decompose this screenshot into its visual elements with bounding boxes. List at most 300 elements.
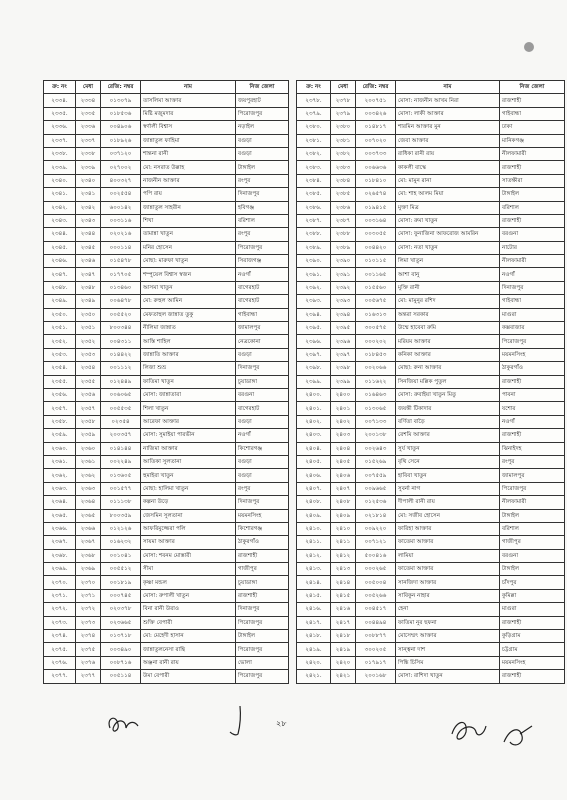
reg-no-cell: ০২৬৫৭৪ [356, 188, 396, 201]
merit-cell: ২৩৪৯ [76, 295, 101, 308]
name-cell: জান্নাতুলনেসা রান্থি [141, 643, 236, 656]
merit-cell: ২৪০৩ [331, 429, 356, 442]
district-cell: নওগাঁ [236, 268, 289, 281]
table-row [44, 335, 289, 348]
name-cell: মোসা: রুমা খাতুন [396, 214, 500, 227]
merit-cell: ২৩৫২ [76, 335, 101, 348]
merit-cell: ২৩৫৮ [76, 415, 101, 428]
reg-no-cell: ০১২৫৩৬ [356, 496, 396, 509]
reg-no-cell: ০১৫৫৬০ [356, 281, 396, 294]
district-cell: মাগুরা [500, 603, 565, 616]
table-row [297, 482, 565, 495]
reg-no-cell: ০০৫৫১২ [101, 563, 141, 576]
reg-no-cell: ২০০৭৫১ [356, 94, 396, 107]
reg-no-cell: ৩০০৫৭৫ [356, 322, 396, 335]
district-cell: রাজশাহী [500, 375, 565, 388]
serial-cell: ২৪১৪. [297, 576, 331, 589]
merit-cell: ২৩৮০ [331, 121, 356, 134]
merit-cell: ২৪১৯ [331, 643, 356, 656]
district-cell: গাইবান্ধা [236, 308, 289, 321]
table-row [297, 308, 565, 321]
merit-cell: ২৩৭১ [76, 589, 101, 602]
name-cell: মুক্তা মিত্র [396, 201, 500, 214]
reg-no-cell: ০০৫৬৭৫ [356, 295, 396, 308]
merit-cell: ২৪১৬ [331, 603, 356, 616]
reg-no-cell: ০২০২১৬ [101, 228, 141, 241]
name-cell: অন্তরা সরকার [396, 308, 500, 321]
name-cell: মোছা: হালিমা খাতুন [141, 482, 236, 495]
table-row [297, 388, 565, 401]
name-cell: মো: মেহেদী হাসান [141, 630, 236, 643]
district-cell: ভোলা [236, 656, 289, 669]
name-cell: মোসা: রুপালী খাতুন [141, 589, 236, 602]
table-row [297, 201, 565, 214]
name-cell: মোসা: লাকী আক্তার [396, 107, 500, 120]
table-row [44, 442, 289, 455]
district-cell: চুয়াডাঙ্গা [236, 576, 289, 589]
table-row [297, 589, 565, 602]
serial-cell: ২৪০১. [297, 402, 331, 415]
serial-cell: ২৩৬৫. [44, 509, 76, 522]
district-cell: বরিশাল [236, 214, 289, 227]
table-row [297, 469, 565, 482]
district-cell: রাজশাহী [236, 589, 289, 602]
name-cell: মোসেম্মৎ আক্তার [396, 630, 500, 643]
name-cell: আস্তি শাহিল [141, 335, 236, 348]
merit-cell: ২৪১১ [331, 536, 356, 549]
name-cell: মো: মামুন রানা [396, 174, 500, 187]
merit-cell: ২৪১২ [331, 549, 356, 562]
table-row [297, 335, 565, 348]
table-row [297, 188, 565, 201]
name-cell: মোছা: রুনা আক্তার [396, 362, 500, 375]
district-cell: রাজশাহী [500, 670, 565, 683]
district-cell: রংপুর [236, 482, 289, 495]
merit-cell: ২৩৫৫ [76, 375, 101, 388]
district-cell: নেত্রকোনা [236, 335, 289, 348]
name-cell: কাকলী বাস্কে [396, 161, 500, 174]
reg-no-cell: ০১৮৪১০ [356, 174, 396, 187]
reg-no-cell: ০০২৬৪৩ [356, 442, 396, 455]
merit-cell: ২৩৫৭ [76, 402, 101, 415]
merit-cell: ২৩৪৫ [76, 241, 101, 254]
merit-cell: ২৪০৬ [331, 469, 356, 482]
reg-no-cell: ০০৫৫২০ [101, 308, 141, 321]
district-cell: ঝিনাইদহ [500, 442, 565, 455]
table-row [44, 603, 289, 616]
serial-cell: ২৩৯৭. [297, 348, 331, 361]
district-cell: বরগুনা [500, 228, 565, 241]
name-cell: জেবা আক্তার [396, 134, 500, 147]
merit-cell: ২৩৩৮ [76, 147, 101, 160]
serial-cell: ২৩৯৪. [297, 308, 331, 321]
serial-cell: ২৩৮৭. [297, 214, 331, 227]
table-row [44, 295, 289, 308]
district-cell: গাইবান্ধা [500, 295, 565, 308]
table-row [297, 522, 565, 535]
reg-no-cell: ০১৬২৩২ [101, 536, 141, 549]
merit-cell: ২৩৪৩ [76, 214, 101, 227]
serial-cell: ২৩৭৯. [297, 107, 331, 120]
reg-no-cell: ০০২২৪৯ [101, 455, 141, 468]
district-cell: রংপুর [236, 174, 289, 187]
district-cell: পিরোজপুর [500, 482, 565, 495]
merit-cell: ২৩৫০ [76, 308, 101, 321]
serial-cell: ২৩৮০. [297, 121, 331, 134]
name-cell: সায়মা আক্তার [141, 536, 236, 549]
table-row [297, 322, 565, 335]
reg-no-cell: ০০৭১২১ [356, 536, 396, 549]
col-header-reg-no: রেজি: নম্বর [101, 81, 141, 94]
table-row [297, 362, 565, 375]
merit-cell: ২৩৫১ [76, 322, 101, 335]
reg-no-cell: ০১৭৭০৫ [101, 268, 141, 281]
serial-cell: ২৩৭১. [44, 589, 76, 602]
table-header-row [297, 81, 565, 94]
district-cell: গাজীপুর [236, 563, 289, 576]
name-cell: সান্ত্বনা দাশ [396, 643, 500, 656]
district-cell: নীলফামারী [500, 496, 565, 509]
reg-no-cell: ০০০৭৪৫ [101, 589, 141, 602]
name-cell: নীলিমা জান্নাত [141, 322, 236, 335]
merit-cell: ২৩৯০ [331, 255, 356, 268]
serial-cell: ২৪১৯. [297, 643, 331, 656]
merit-cell: ২৪১০ [331, 522, 356, 535]
district-cell: গাজীপুর [500, 536, 565, 549]
district-cell: দিনাজপুর [236, 362, 289, 375]
table-row [44, 255, 289, 268]
table-row [44, 509, 289, 522]
col-header-district: নিজ জেলা [236, 81, 289, 94]
reg-no-cell: ০১৩০৬৫ [356, 402, 396, 415]
serial-cell: ২৩৪৪. [44, 228, 76, 241]
table-row [297, 536, 565, 549]
district-cell: গাইবান্ধা [500, 107, 565, 120]
reg-no-cell: ৮০০৩৫৯ [101, 509, 141, 522]
table-row [297, 415, 565, 428]
serial-cell: ২৩৮৫. [297, 188, 331, 201]
name-cell: শারমিন আক্তার মুন [396, 121, 500, 134]
merit-cell: ২৩৪০ [76, 174, 101, 187]
name-cell: শুক্তি বেপারী [141, 616, 236, 629]
serial-cell: ২৩৪৭. [44, 268, 76, 281]
serial-cell: ২৩৫৫. [44, 375, 76, 388]
reg-no-cell: ০১৮৯২৬ [101, 134, 141, 147]
name-cell: মুক্তি রানী [396, 281, 500, 294]
reg-no-cell: ০০৭০২০ [356, 134, 396, 147]
table-row [44, 161, 289, 174]
name-cell: পিঙ্কি চিসিম [396, 656, 500, 669]
reg-no-cell: ০০৭১৩৩ [356, 415, 396, 428]
merit-cell: ২৪১৩ [331, 563, 356, 576]
name-cell: জান্নাতি আক্তার [141, 348, 236, 361]
name-cell: শিলা খাতুন [141, 402, 236, 415]
merit-cell: ২৩৮২ [331, 147, 356, 160]
reg-no-cell: ০০৬৬৩৬ [356, 161, 396, 174]
merit-cell: ২৩৬২ [76, 469, 101, 482]
district-cell: টাঙ্গাইল [500, 509, 565, 522]
district-cell: রংপুর [236, 228, 289, 241]
merit-cell: ২৩৫৩ [76, 348, 101, 361]
merit-cell: ২৪০৫ [331, 455, 356, 468]
table-row [297, 147, 565, 160]
serial-cell: ২৩৮৩. [297, 161, 331, 174]
district-cell: জয়পুরহাট [236, 94, 289, 107]
serial-cell: ২৪০৬. [297, 469, 331, 482]
reg-no-cell: ০১৬৩১৩ [356, 308, 396, 321]
serial-cell: ২৩৪০. [44, 174, 76, 187]
table-row [44, 670, 289, 683]
merit-cell: ২৩৪৪ [76, 228, 101, 241]
reg-no-cell: ০১০১১৫ [356, 255, 396, 268]
name-cell: ফাতিমা নুর ছফনা [396, 616, 500, 629]
table-row [44, 630, 289, 643]
merit-cell: ২৩৩৭ [76, 134, 101, 147]
district-cell: যশোর [500, 402, 565, 415]
serial-cell: ২৩৪১. [44, 188, 76, 201]
merit-cell: ২৩৬৭ [76, 536, 101, 549]
serial-cell: ২৩৫৩. [44, 348, 76, 361]
merit-cell: ২৩৮১ [331, 134, 356, 147]
merit-cell: ২৩৯৬ [331, 335, 356, 348]
merit-cell: ২৪০৪ [331, 442, 356, 455]
serial-cell: ২৩৮৬. [297, 201, 331, 214]
name-cell: মরিয়ম আক্তার [396, 335, 500, 348]
signature-initial [500, 722, 536, 752]
name-cell: ফাতেমা আক্তার [396, 563, 500, 576]
serial-cell: ২৩৫০. [44, 308, 76, 321]
serial-cell: ২৪১৫. [297, 589, 331, 602]
merit-cell: ২৩৭৭ [76, 670, 101, 683]
merit-cell: ২৩৬৬ [76, 522, 101, 535]
name-cell: উমা বেপারী [141, 670, 236, 683]
serial-cell: ২৩৭৩. [44, 616, 76, 629]
district-cell: নওগাঁ [500, 268, 565, 281]
serial-cell: ২৩৪৮. [44, 281, 76, 294]
reg-no-cell: ০০৫০০৪ [356, 576, 396, 589]
table-row [44, 522, 289, 535]
name-cell: হেনা [396, 603, 500, 616]
name-cell: মো: নসরাত উল্লাহ [141, 161, 236, 174]
serial-cell: ২৩৫৭. [44, 402, 76, 415]
col-header-merit: মেধা [331, 81, 356, 94]
table-row [44, 616, 289, 629]
district-cell: কুমিল্লা [500, 589, 565, 602]
district-cell: নীলফামারী [500, 147, 565, 160]
reg-no-cell: ৫০০৪১৬ [356, 549, 396, 562]
reg-no-cell: ০০৮৮৭৭ [356, 630, 396, 643]
serial-cell: ২৪০২. [297, 415, 331, 428]
merit-cell: ২৩৬৯ [76, 563, 101, 576]
serial-cell: ২৩৭৫. [44, 643, 76, 656]
name-cell: মোসা: ফুনাজিনা আফরোজ আমরিন [396, 228, 500, 241]
name-cell: মোসা: নাজনীন আখম নিরা [396, 94, 500, 107]
name-cell: মোসা: সুমাইয়া পারভীন [141, 429, 236, 442]
district-cell: টাঙ্গাইল [236, 630, 289, 643]
serial-cell: ২৪১৮. [297, 630, 331, 643]
reg-no-cell: ০১৩০৭৯ [101, 94, 141, 107]
district-cell: কিশোরগঞ্জ [236, 442, 289, 455]
serial-cell: ২৩৩৫. [44, 107, 76, 120]
merit-cell: ২৪০৭ [331, 482, 356, 495]
district-cell: টাঙ্গাইল [236, 161, 289, 174]
name-cell: সাবিকুন নাহার [396, 589, 500, 602]
serial-cell: ২৪১৬. [297, 603, 331, 616]
name-cell: হুমাইরা খাতুন [141, 469, 236, 482]
district-cell: পিরোজপুর [500, 335, 565, 348]
district-cell: পিরোজপুর [236, 670, 289, 683]
name-cell: সিনজিয়া মল্লিক পুতুল [396, 375, 500, 388]
name-cell: জান্নাতুল ফাহিমা [141, 134, 236, 147]
serial-cell: ২৩৩৬. [44, 121, 76, 134]
district-cell: দিনাজপুর [500, 281, 565, 294]
reg-no-cell: ০১৩৭১৮ [101, 630, 141, 643]
district-cell: নড়াইল [236, 121, 289, 134]
reg-no-cell: ০১১১৩৮ [101, 496, 141, 509]
merit-cell: ২৩৪৮ [76, 281, 101, 294]
table-row [44, 496, 289, 509]
serial-cell: ২৪০৩. [297, 429, 331, 442]
district-cell: পিরোজপুর [236, 616, 289, 629]
table-row [44, 228, 289, 241]
reg-no-cell: ০৩৭১২০ [101, 147, 141, 160]
serial-cell: ২৩৮৯. [297, 241, 331, 254]
reg-no-cell: ০০৮৭১৬ [101, 656, 141, 669]
name-cell: কনিকা আক্তার [396, 348, 500, 361]
serial-cell: ২৩৮৪. [297, 174, 331, 187]
reg-no-cell: ০১৪১৪৪ [101, 442, 141, 455]
merit-cell: ২৩৯৯ [331, 375, 356, 388]
table-row [297, 241, 565, 254]
reg-no-cell: ০১৩৬০৫ [101, 469, 141, 482]
reg-no-cell: ৪০০৩২৭ [101, 174, 141, 187]
table-row [297, 576, 565, 589]
table-row [44, 362, 289, 375]
reg-no-cell: ০০৬৪৭৮ [101, 295, 141, 308]
name-cell: দীপালী রানী রায় [396, 496, 500, 509]
name-cell: সুবর্না নাগ [396, 482, 500, 495]
name-cell: মোসা: রুবাইয়া খাতুন মিতু [396, 388, 500, 401]
district-cell: কক্সবাজার [500, 322, 565, 335]
district-cell: কুড়িগ্রাম [500, 630, 565, 643]
table-row [44, 589, 289, 602]
serial-cell: ২৩৭২. [44, 603, 76, 616]
table-row [44, 482, 289, 495]
name-cell: জয়ন্তী টিকাদার [396, 402, 500, 415]
name-cell: তামান্না খাতুন [141, 228, 236, 241]
page-number: ২৮ [276, 719, 287, 728]
name-cell: মোছা: মারুফা খাতুন [141, 255, 236, 268]
merit-cell: ২৩৭৩ [76, 616, 101, 629]
serial-cell: ২৪০৫. [297, 455, 331, 468]
reg-no-cell: ০০১১১২ [101, 362, 141, 375]
district-cell: বগুড়া [236, 455, 289, 468]
serial-cell: ২৩৩৪. [44, 94, 76, 107]
merit-cell: ২৩৮৮ [331, 228, 356, 241]
district-cell: জামালপুর [236, 322, 289, 335]
merit-cell: ২৪০৯ [331, 509, 356, 522]
district-cell: বগুড়া [236, 134, 289, 147]
reg-no-cell: ০১৯৪১৫ [356, 201, 396, 214]
serial-cell: ২৩৬১. [44, 455, 76, 468]
reg-no-cell: ০২০৩৭৮ [101, 603, 141, 616]
reg-no-cell: ০০১৮১৯ [101, 576, 141, 589]
serial-cell: ২৩৮১. [297, 134, 331, 147]
table-row [297, 455, 565, 468]
district-cell: ময়মনসিংহ [236, 509, 289, 522]
serial-cell: ২৩৪৫. [44, 241, 76, 254]
applicant-table-right [296, 80, 565, 684]
district-cell: চুয়াডাঙ্গা [236, 375, 289, 388]
name-cell: সীমা [141, 563, 236, 576]
serial-cell: ২৩৯৮. [297, 362, 331, 375]
table-row [44, 134, 289, 147]
reg-no-cell: ০০৩৪২৬ [356, 107, 396, 120]
reg-no-cell: ০২৭০০২ [101, 161, 141, 174]
name-cell: রেশমি আক্তার [396, 429, 500, 442]
merit-cell: ২৩৬৫ [76, 509, 101, 522]
table-row [44, 147, 289, 160]
name-cell: মোসা: নতা খাতুন [396, 241, 500, 254]
district-cell: পাবনা [500, 388, 565, 401]
serial-cell: ২৩৭৭. [44, 670, 76, 683]
merit-cell: ২৩৭৬ [76, 656, 101, 669]
col-header-name: নাম [141, 81, 236, 94]
applicant-table-left [43, 80, 289, 684]
reg-no-cell: ০০১১৬৫ [356, 268, 396, 281]
district-cell: নওগাঁ [236, 429, 289, 442]
district-cell: নওগাঁ [500, 415, 565, 428]
serial-cell: ২৪০৭. [297, 482, 331, 495]
table-row [297, 214, 565, 227]
merit-cell: ২৪১৪ [331, 576, 356, 589]
reg-no-cell: ০০৪৫১৭ [356, 603, 396, 616]
name-cell: মো: সজীব হোসেন [396, 509, 500, 522]
district-cell: দিনাজপুর [236, 188, 289, 201]
name-cell: বৃথি সেনে [396, 455, 500, 468]
merit-cell: ২৩৬৪ [76, 496, 101, 509]
merit-cell: ২৩৩৯ [76, 161, 101, 174]
reg-no-cell: ০০১৫৭৭ [101, 482, 141, 495]
table-row [44, 201, 289, 214]
serial-cell: ২৩৪৯. [44, 295, 76, 308]
merit-cell: ২৩৯৭ [331, 348, 356, 361]
reg-no-cell: ০০০১১৪ [101, 241, 141, 254]
district-cell: ঠাকুরগাঁও [500, 362, 565, 375]
serial-cell: ২৪১৩. [297, 563, 331, 576]
district-cell: ঠাকুরগাঁও [236, 536, 289, 549]
reg-no-cell: ০১৪৪২২ [101, 348, 141, 361]
merit-cell: ২৩৮৭ [331, 214, 356, 227]
serial-cell: ২৪০৯. [297, 509, 331, 522]
serial-cell: ২৪১০. [297, 522, 331, 535]
reg-no-cell: ০০৯৬৬৫ [356, 482, 396, 495]
name-cell: আশা বানু [396, 268, 500, 281]
table-row [297, 281, 565, 294]
reg-no-cell: ০০৪৪২০ [356, 241, 396, 254]
district-cell: কিশোরগঞ্জ [236, 522, 289, 535]
table-row [44, 375, 289, 388]
serial-cell: ২৪০০. [297, 388, 331, 401]
serial-cell: ২৩৬২. [44, 469, 76, 482]
table-row [297, 630, 565, 643]
reg-no-cell: ৩০০২০৫ [356, 643, 396, 656]
merit-cell: ২৩৩৪ [76, 94, 101, 107]
col-header-merit: মেধা [76, 81, 101, 94]
name-cell: আফরিমুজ্জেরা পলি [141, 522, 236, 535]
name-cell: আসমা খাতুন [141, 281, 236, 294]
merit-cell: ২৩৮৪ [331, 174, 356, 187]
